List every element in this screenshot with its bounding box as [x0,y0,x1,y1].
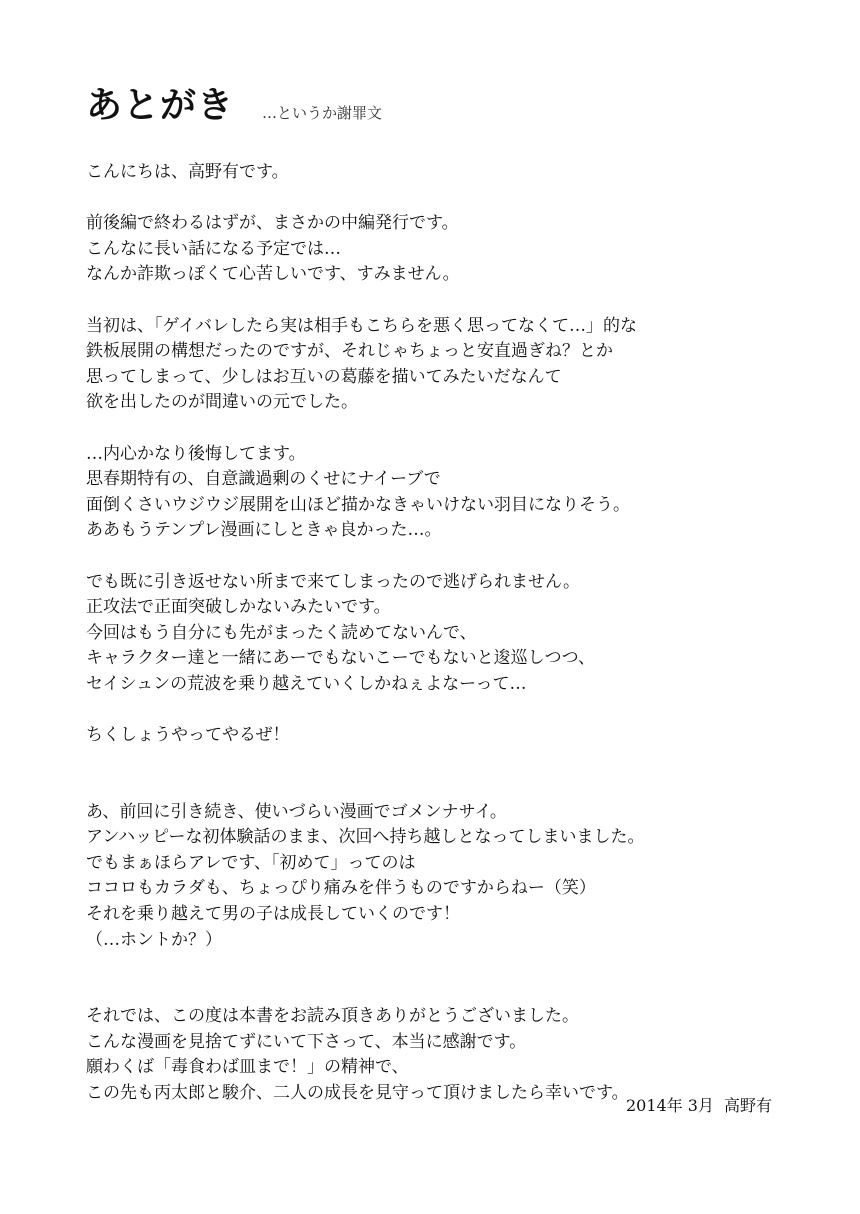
text-line: でも既に引き返せない所まで来てしまったので逃げられません。 [86,571,581,592]
text-line: キャラクター達と一緒にあーでもないこーでもないと逡巡しつつ、 [86,648,595,669]
text-line: 思ってしまって、少しはお互いの葛藤を描いてみたいだなんて [86,366,562,387]
text-line: （…ホントか？） [86,929,222,950]
text-line: それを乗り越えて男の子は成長していくのです！ [86,904,460,925]
text-line: この先も丙太郎と駿介、二人の成長を見守って頂けましたら幸いです。 [86,1083,629,1103]
text-line: こんな漫画を見捨てずにいて下さって、本当に感謝です。 [86,1031,527,1052]
text-line: セイシュンの荒波を乗り越えていくしかねぇよなーって… [86,673,527,694]
paragraph-greeting [86,160,786,186]
text-line: 当初は、「ゲイバレしたら実は相手もこちらを悪く思ってなくて…」的な [86,315,637,336]
text-line: あ、前回に引き続き、使いづらい漫画でゴメンナサイ。 [86,801,507,822]
paragraph-sorry [86,800,786,954]
text-line: でもまぁほらアレです、「初めて」ってのは [86,852,416,873]
paragraph-regret [86,442,786,544]
afterword-body [86,160,786,1107]
signature-author: 高野有 [723,1096,772,1115]
text-line: それでは、この度は本書をお読み頂きありがとうございました。 [86,1006,579,1027]
paragraph-apology [86,211,786,288]
paragraph-original-plan [86,314,786,416]
text-line: …内心かなり後悔してます。 [86,443,306,464]
paragraph-resolve [86,723,786,749]
text-line: アンハッピーな初体験話のまま、次回へ持ち越しとなってしまいました。 [86,827,645,848]
page-subtitle: …というか謝罪文 [262,104,383,122]
text-line: 面倒くさいウジウジ展開を山ほど描かなきゃいけない羽目になりそう。 [86,494,630,515]
text-line: こんなに長い話になる予定では… [86,238,341,259]
text-line: 前後編で終わるはずが、まさかの中編発行です。 [86,213,459,234]
text-line: こんにちは、高野有です。 [86,162,289,182]
text-line: ああもうテンプレ漫画にしときゃ良かった…。 [86,520,442,541]
text-line: ココロもカラダも、ちょっぴり痛みを伴うものですからねー（笑） [86,878,596,899]
text-line: 思春期特有の、自意識過剰のくせにナイーブで [86,469,441,490]
text-line: 欲を出したのが間違いの元でした。 [86,392,358,413]
text-line: 正攻法で正面突破しかないみたいです。 [86,597,391,618]
signature-date: 2014年 3月 [625,1096,714,1115]
paragraph-thanks [86,1004,786,1106]
page-header [86,86,382,126]
text-line: ちくしょうやってやるぜ！ [86,725,290,746]
text-line: 今回はもう自分にも先がまったく読めてないんで、 [86,622,477,643]
signature [626,1096,772,1116]
paragraph-no-return [86,570,786,698]
text-line: 願わくば「毒食わば皿まで！」の精神で、 [86,1057,409,1078]
text-line: 鉄板展開の構想だったのですが、それじゃちょっと安直過ぎね？とか [86,341,613,362]
text-line: なんか詐欺っぽくて心苦しいです、すみません。 [86,264,460,285]
page-title: あとがき [86,85,235,126]
